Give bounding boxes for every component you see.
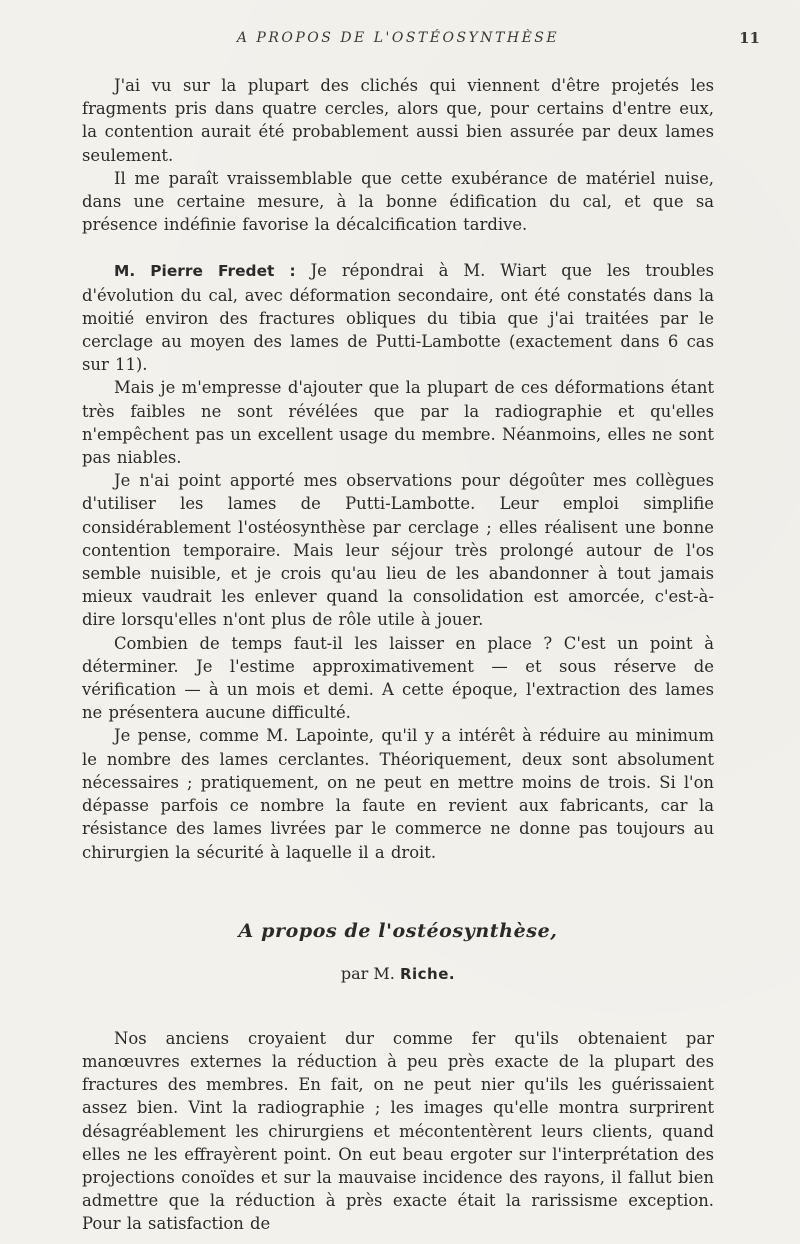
running-title: A PROPOS DE L'OSTÉOSYNTHÈSE — [236, 30, 560, 46]
paragraph: Je n'ai point apporté mes observations pour dégoûter mes collègues d'utiliser les lames de Putti-Lambotte. Leur emploi simplifie considérablement l'ostéosynthèse par cerclage ; elles réalisent une bonne contention temporaire. Mais leur séjour très prolongé autour de l'os semble nuisible, et je crois qu'au lieu de les abandonner à tout jamais mieux vaudrait les enlever quand la consolidation est amorcée, c'est-à-dire lorsqu'elles n'ont plus de rôle utile à jouer. — [82, 471, 714, 630]
article-byline — [82, 964, 714, 983]
paragraph: Mais je m'empresse d'ajouter que la plupart de ces déformations étant très faibles ne sont révélées que par la radiographie et qu'elles n'empêchent pas un excellent usage du membre. Néanmoins, elles ne sont pas niables. — [82, 378, 714, 468]
article-paragraph: Nos anciens croyaient dur comme fer qu'ils obtenaient par manœuvres externes la réduction à peu près exacte de la plupart des fractures des membres. En fait, on ne peut nier qu'ils les guérissaient assez bien. Vint la radiographie ; les images qu'elle montra surprirent désagréablement les chirurgiens et mécontentèrent leurs clients, quand elles ne les effrayèrent point. On eut beau ergoter sur l'interprétation des projections conoïdes et sur la mauvaise incidence des rayons, il fallut bien admettre que la réduction à près exacte était la rarissisme exception. Pour la satisfaction de — [82, 1028, 714, 1234]
article-title: A propos de l'ostéosynthèse, — [238, 919, 558, 942]
running-header — [82, 26, 760, 54]
speaker-paragraph — [82, 259, 714, 376]
speaker-text: Je répondrai à M. Wiart que les troubles d'évolution du cal, avec déformation secondaire, ont été constatés dans la moitié environ des fractures obliques du tibia que j'ai traitées par le cerclage au moyen des lames de Putti-Lambotte (exactement dans 6 cas sur 11). — [82, 261, 714, 375]
byline-author: Riche. — [399, 964, 456, 983]
paragraph: Combien de temps faut-il les laisser en place ? C'est un point à déterminer. Je l'estime approximativement — et sous réserve de vérification — à un mois et demi. A cette époque, l'extraction des lames ne présentera aucune difficulté. — [82, 633, 714, 723]
page-number: 11 — [739, 29, 760, 47]
discussion-section — [82, 74, 714, 864]
paragraph: Il me paraît vraissemblable que cette exubérance de matériel nuise, dans une certaine mesure, à la bonne édification du cal, et que sa présence indéfinie favorise la décalcification tardive. — [82, 168, 714, 235]
paragraph: J'ai vu sur la plupart des clichés qui viennent d'être projetés les fragments pris dans quatre cercles, alors que, pour certains d'entre eux, la contention aurait été probablement aussi bien assurée par deux lames seulement. — [82, 76, 714, 165]
paragraph: Je pense, comme M. Lapointe, qu'il y a intérêt à réduire au minimum le nombre des lames cerclantes. Théoriquement, deux sont absolument nécessaires ; pratiquement, on ne peut en mettre moins de trois. Si l'on dépasse parfois ce nombre la faute en revient aux fabricants, car la résistance des lames livrées par le commerce ne donne pas toujours au chirurgien la sécurité à laquelle il a droit. — [82, 726, 714, 862]
paragraph-gap — [82, 236, 714, 259]
byline-prefix: par M. — [340, 963, 395, 983]
speaker-name: M. Pierre Fredet : — [114, 262, 296, 281]
